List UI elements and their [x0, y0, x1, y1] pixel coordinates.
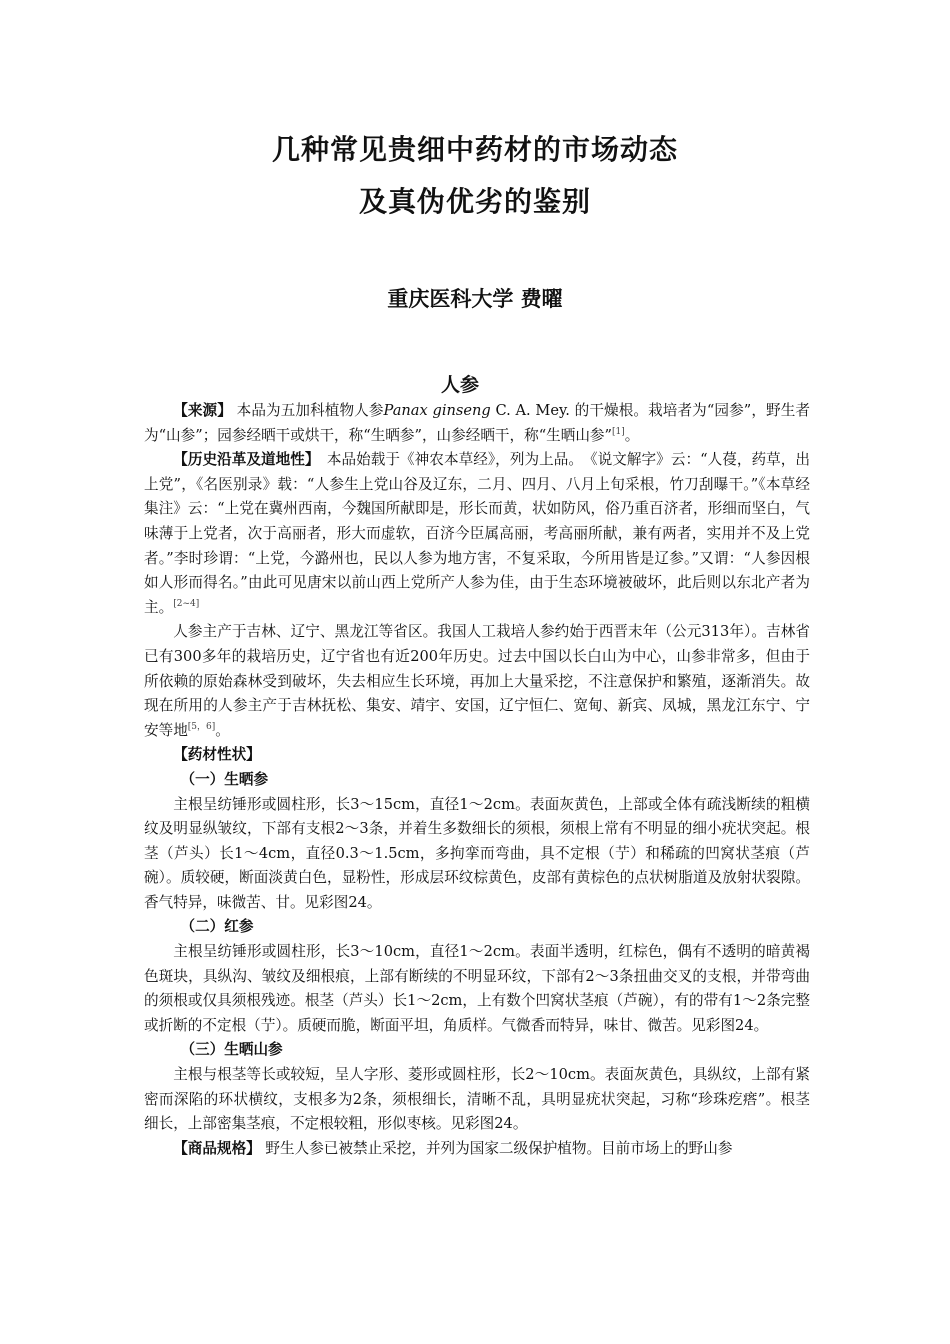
latin-name: Panax ginseng — [383, 402, 491, 419]
subheading-3 — [144, 1038, 810, 1063]
section-heading: 人参 — [440, 374, 479, 396]
citation-ref: [5，6] — [187, 721, 216, 732]
label-subitem: （一）生晒参 — [180, 770, 269, 788]
production-end: 。 — [215, 721, 230, 739]
paragraph-trait-1: 主根呈纺锤形或圆柱形，长3～15cm，直径1～2cm。表面灰黄色，上部或全体有疏浅断续的粗横纹及明显纵皱纹，下部有支根2～3条，并着生多数细长的须根，须根上常有不明显的细小疣状突起。根茎（芦头）长1～4cm，直径0.3～1.5cm，多拘挛而弯曲，具不定根（艼）和稀疏的凹窝状茎痕（芦碗）。质较硬，断面淡黄白色，显粉性，形成层环纹棕黄色，皮部有黄棕色的点状树脂道及放射状裂隙。香气特异，味微苦、甘。见彩图24。 — [144, 795, 810, 911]
label-spec: 【商品规格】 — [173, 1139, 261, 1157]
paragraph-source — [144, 399, 810, 448]
citation-ref: [2~4] — [173, 598, 200, 609]
source-text-b: C. A. Mey. 的干燥根。栽培者为“园参”，野生者为“山参”；园参经晒干或烘干，称“生晒参”，山参经晒干，称“生晒山参” — [144, 402, 810, 444]
author-affiliation: 重庆医科大学 费曜 — [387, 287, 563, 311]
label-subitem: （二）红参 — [180, 918, 254, 936]
history-text: 本品始载于《神农本草经》，列为上品。 《说文解字》云：“人葠，药草，出上党”，《名医别录》载：“人参生上党山谷及辽东，二月、四月、八月上旬采根，竹刀刮曝干。”《本草经集注》云：“上党在冀州西南，今魏国所献即是，形长而黄，状如防风，俗乃重百济者，形细而坚白，气味薄于上党者，次于高丽者，形大而虚软，百济今臣属高丽，考高丽所献，兼有两者，实用并不及上党者。”李时珍谓：“上党，今潞州也，民以人参为地方害，不复采取，今所用皆是辽参。”又谓：“人参因根如人形而得名。”由此可见唐宋以前山西上党所产人参为佳，由于生态环境被破坏，此后则以东北产者为主。 — [144, 451, 810, 616]
label-history: 【历史沿革及道地性】 — [173, 451, 313, 469]
spec-text: 野生人参已被禁止采挖，并列为国家二级保护植物。目前市场上的野山参 — [265, 1139, 733, 1157]
source-text-a: 本品为五加科植物人参 — [236, 402, 384, 419]
label-traits: 【药材性状】 — [173, 746, 261, 764]
section-body — [144, 399, 810, 1161]
production-text: 人参主产于吉林、辽宁、黑龙江等省区。我国人工栽培人参约始于西晋末年（公元313年）。吉林省已有300多年的栽培历史，辽宁省也有近200年历史。过去中国以长白山为中心，山参非常多，但由于所依赖的原始森林受到破坏，失去相应生长环境，再加上大量采挖，不注意保护和繁殖，逐渐消失。故现在所用的人参主产于吉林抚松、集安、靖宇、安国，辽宁恒仁、宽甸、新宾、凤城，黑龙江东宁、宁安等地 — [144, 623, 810, 739]
paragraph-spec — [144, 1137, 810, 1162]
subheading-2 — [144, 915, 810, 940]
paragraph-production — [144, 620, 810, 743]
subheading-1 — [144, 768, 810, 793]
source-text-c: 。 — [624, 426, 640, 444]
paragraph-trait-2: 主根呈纺锤形或圆柱形，长3～10cm，直径1～2cm。表面半透明，红棕色，偶有不透明的暗黄褐色斑块，具纵沟、皱纹及细根痕，上部有断续的不明显环纹，下部有2～3条扭曲交叉的支根，并带弯曲的须根或仅具须根残迹。根茎（芦头）长1～2cm，上有数个凹窝状茎痕（芦碗），有的带有1～2条完整或折断的不定根（艼）。质硬而脆，断面平坦，角质样。气微香而特异，味甘、微苦。见彩图24。 — [144, 943, 810, 1034]
citation-ref: [1] — [612, 426, 625, 437]
paper-title-line-1: 几种常见贵细中药材的市场动态 — [271, 133, 678, 166]
paragraph-history — [144, 448, 810, 620]
label-subitem: （三）生晒山参 — [180, 1041, 283, 1059]
paragraph-trait-3: 主根与根茎等长或较短，呈人字形、菱形或圆柱形，长2～10cm。表面灰黄色，具纵纹，上部有紧密而深陷的环状横纹，支根多为2条，须根细长，清晰不乱，具明显疣状突起，习称“珍珠疙瘩”。根茎细长，上部密集茎痕，不定根较粗，形似枣核。见彩图24。 — [144, 1066, 810, 1133]
paragraph-traits-label — [144, 743, 810, 768]
label-source: 【来源】 — [173, 402, 232, 419]
paper-title-line-2: 及真伪优劣的鉴别 — [358, 185, 591, 218]
